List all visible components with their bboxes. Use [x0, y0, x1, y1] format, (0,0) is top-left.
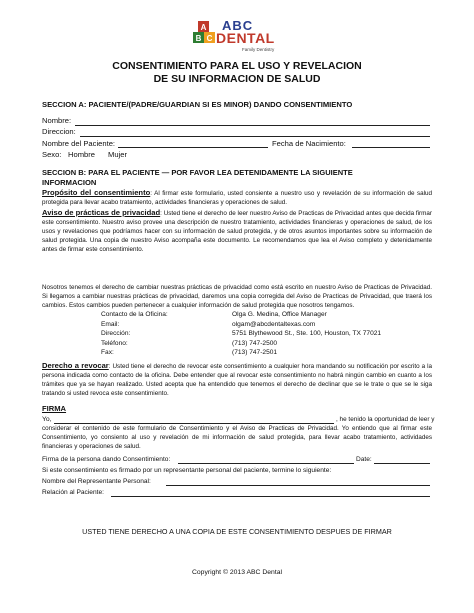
firma-persona-field[interactable] — [178, 463, 354, 464]
nombre-representante-field[interactable] — [166, 485, 430, 486]
svg-text:C: C — [206, 34, 213, 43]
firma-persona-label: Firma de la persona dando Consentimiento: — [42, 456, 171, 463]
sexo-option-hombre[interactable]: Hombre — [68, 150, 96, 159]
fax-value: (713) 747-2501 — [232, 349, 278, 357]
nombre-field[interactable] — [75, 125, 430, 126]
sexo-option-mujer[interactable]: Mujer — [108, 150, 127, 159]
proposito-label: Propósito del consentimiento — [42, 188, 151, 197]
contact-row-email — [101, 320, 431, 330]
cambios-paragraph: Nosotros tenemos el derecho de cambiar nuestras prácticas de privacidad como está escrito en nuestro Aviso de Practicas de Privacidad. Si llegamos a cambiar nuestras prácticas de privacidad, daremos una copia corregida del Aviso de Practicas de Privacidad, que traerá los cambios. Estos cambios pueden pertenecer a cualquier información de salud protegida que nosotros tengamos. — [42, 284, 432, 309]
logo-tagline: Family Dentistry — [242, 47, 275, 52]
nombre-representante-label: Nombre del Representante Personal: — [42, 478, 151, 485]
date-field[interactable] — [374, 463, 430, 464]
email-value[interactable]: olgam@abcdentaltexas.com — [232, 320, 316, 328]
direccion-field[interactable] — [80, 136, 430, 137]
telefono-label: Teléfono: — [101, 339, 128, 347]
firma-heading: FIRMA — [42, 404, 67, 413]
oficina-label: Contacto de la Oficina: — [101, 311, 168, 318]
revocar-text: : Usted tiene el derecho de revocar este consentimiento a cualquier hora mandando su notificación por escrito a la persona indicada como contacto de la oficina. Debe entender que al revocar este consentimiento no habrá ningún cambio en cuanto a los trámites que ya se hayan realizado. Usted acepta que ha entendido que tenemos el derecho de declinar que se le trate o que se le siga tratando si usted revoca este consentimiento. — [42, 363, 432, 397]
date-label: Date: — [356, 456, 372, 463]
document-title-line1: CONSENTIMIENTO PARA EL USO Y REVELACION — [112, 60, 362, 72]
telefono-value: (713) 747-2500 — [232, 339, 278, 347]
logo-text-dental: DENTAL — [216, 30, 275, 46]
direccion-label: Direccion: — [42, 127, 76, 136]
section-b-heading-line1: SECCION B: PARA EL PACIENTE — POR FAVOR LEA DETENIDAMENTE LA SIGUIENTE — [42, 168, 353, 177]
oficina-value: Olga G. Medina, Office Manager — [232, 311, 327, 318]
fax-label: Fax: — [101, 349, 114, 357]
section-a-heading: SECCION A: PACIENTE/(PADRE/GUARDIAN SI ES MINOR) DANDO CONSENTIMIENTO — [42, 100, 353, 109]
aviso-paragraph — [42, 208, 432, 254]
logo-text-abc: ABC — [222, 18, 254, 33]
yo-text-end: , he tenido la oportunidad de leer y — [336, 416, 435, 423]
relacion-label: Relación al Paciente: — [42, 489, 104, 496]
fecha-nacimiento-label: Fecha de Nacimiento: — [272, 139, 346, 148]
document-title-line2: DE SU INFORMACION DE SALUD — [153, 73, 321, 85]
aviso-label: Aviso de prácticas de privacidad — [42, 208, 161, 217]
contact-row-oficina — [101, 310, 431, 320]
contact-row-direccion — [101, 329, 431, 339]
section-b-heading-line2: INFORMACION — [42, 178, 97, 187]
email-label: Email: — [101, 320, 120, 328]
revocar-paragraph — [42, 361, 432, 398]
copyright-text: Copyright © 2013 ABC Dental — [191, 569, 283, 576]
fecha-nacimiento-field[interactable] — [352, 147, 430, 148]
nombre-paciente-label: Nombre del Paciente: — [42, 139, 116, 148]
nombre-label: Nombre: — [42, 116, 72, 125]
contact-row-telefono — [101, 339, 431, 349]
office-contact-block — [101, 310, 431, 358]
yo-label: Yo, — [42, 416, 52, 423]
proposito-text: : Al firmar este formulario, usted consiente a nuestro uso y revelación de su información de salud protegida para llevar acabo tratamiento, actividades financieras y operaciones de salud. — [42, 190, 432, 206]
abc-dental-logo — [192, 16, 292, 56]
sexo-label: Sexo: — [42, 150, 62, 159]
contact-direccion-label: Dirección: — [101, 330, 131, 338]
toy-blocks-icon — [192, 20, 216, 50]
svg-text:B: B — [195, 34, 202, 43]
nombre-paciente-field[interactable] — [118, 147, 268, 148]
contact-direccion-value: 5751 Blythewood St., Ste. 100, Houston, TX 77021 — [232, 330, 382, 338]
contact-row-fax — [101, 348, 431, 358]
representante-note: Si este consentimiento es firmado por un representante personal del paciente, termine lo siguiente: — [42, 467, 332, 474]
proposito-paragraph — [42, 188, 432, 207]
aviso-text: : Usted tiene el derecho de leer nuestro Aviso de Practicas de Privacidad antes que decida firmar este consentimiento. Nuestro aviso provee una descripción de nuestro tratamiento, actividades financieras y operaciones de salud, de los usos y revelaciones que podríamos hacer con su información de salud protegida, y de otros asuntos importantes sobre su información de salud protegida. Una copia de nuestro Aviso acompaña este documento. Le recomendamos que lea el Aviso completo y detenidamente antes de firmar este consentimiento. — [42, 210, 432, 253]
svg-text:A: A — [200, 23, 207, 32]
firma-body-paragraph: considerar el contenido de este formulario de Consentimiento y el Aviso de Practicas de Privacidad. Yo entiendo que al firmar este Consentimiento, yo consiento al uso y revelación de mi información de salud protegida, para llevar acabo tratamiento, actividades financieras y operaciones de salud. — [42, 425, 432, 450]
revocar-label: Derecho a revocar — [42, 361, 109, 370]
copy-right-notice: USTED TIENE DERECHO A UNA COPIA DE ESTE CONSENTIMIENTO DESPUES DE FIRMAR — [82, 527, 392, 536]
relacion-field[interactable] — [111, 496, 430, 497]
